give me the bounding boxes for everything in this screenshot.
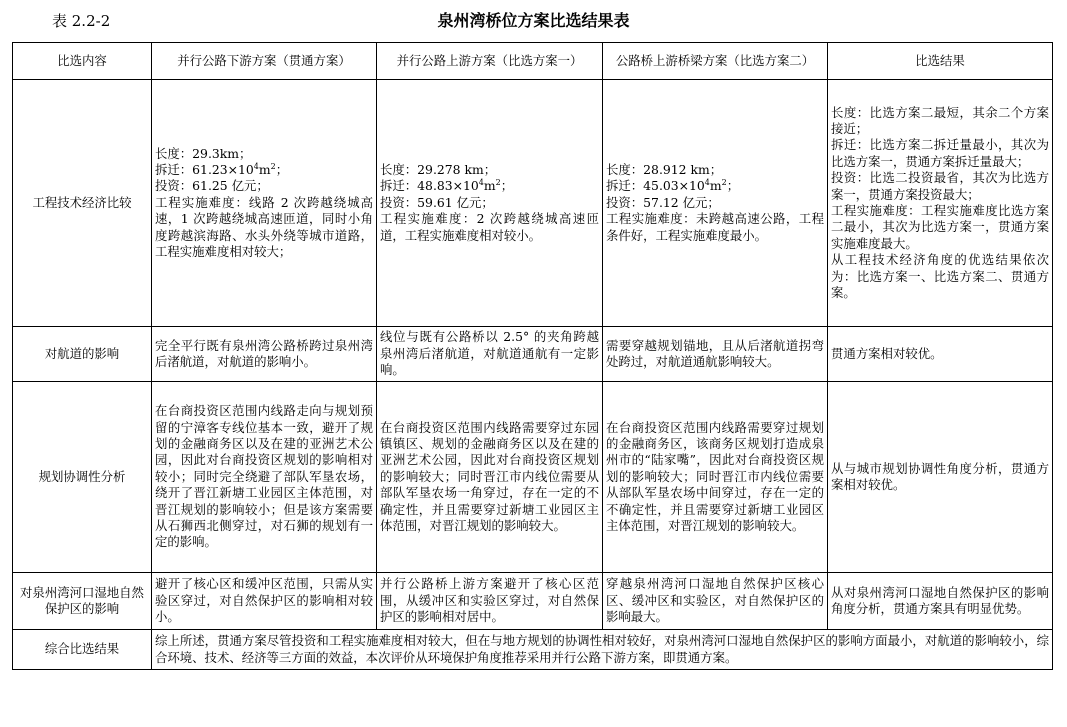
cell-navigation-downstream: 完全平行既有泉州湾公路桥跨过泉州湾后渚航道，对航道的影响小。 — [152, 327, 377, 382]
tech-bridge-demolition: 拆迁：$45.03\times 10^4m^2$； — [606, 178, 740, 194]
cell-planning-downstream: 在台商投资区范围内线路走向与规划预留的宁漳客专线位基本一致，避开了规划的金融商务区以及在建的亚洲艺术公园，因此对台商投资区规划的影响相对较小；同时完全绕避了部队军垦农场，绕开了晋江新塘工业园区主体范围，对晋江规划的影响较小；但是该方案需要从石狮西北侧穿过，对石狮的规划有一定的影响。 — [152, 382, 377, 573]
cell-planning-result: 从与城市规划协调性角度分析，贯通方案相对较优。 — [828, 382, 1053, 573]
cell-planning-bridge: 在台商投资区范围内线路需要穿过规划的金融商务区，该商务区规划打造成泉州市的“陆家嘴”，因此对台商投资区规划的影响较大；同时晋江市内线位需要从部队军垦农场中间穿过，存在一定的不确定性，并且需要穿过新塘工业园区主体范围，对晋江规划的影响较大。 — [603, 382, 828, 573]
table-title: 泉州湾桥位方案比选结果表 — [437, 11, 630, 30]
header-result: 比选结果 — [828, 43, 1053, 80]
tech-downstream-investment: 投资：61.25 亿元； — [155, 178, 269, 194]
cell-navigation-bridge: 需要穿越规划锚地，且从后渚航道拐弯处跨过，对航道通航影响较大。 — [603, 327, 828, 382]
row-label-overall: 综合比选结果 — [13, 630, 152, 670]
tech-result-demolition: 拆迁：比选方案二拆迁量最小，其次为比选方案一，贯通方案拆迁量最大； — [831, 137, 1049, 169]
tech-result-difficulty: 工程实施难度：工程实施难度比选方案二最小，其次为比选方案一，贯通方案实施难度最大。 — [831, 203, 1049, 251]
cell-wetland-upstream: 并行公路桥上游方案避开了核心区范围，从缓冲区和实验区穿过，对自然保护区的影响相对居中。 — [377, 573, 603, 630]
tech-bridge-difficulty: 工程实施难度：未跨越高速公路，工程条件好，工程实施难度最小。 — [606, 211, 824, 243]
cell-tech-result — [828, 80, 1053, 327]
comparison-table — [12, 42, 1053, 670]
tech-bridge-investment: 投资：57.12 亿元； — [606, 194, 720, 210]
tech-downstream-length: 长度：29.3km； — [155, 145, 252, 161]
row-label-wetland: 对泉州湾河口湿地自然保护区的影响 — [13, 573, 152, 630]
header-downstream-option: 并行公路下游方案（贯通方案） — [152, 43, 377, 80]
cell-navigation-result: 贯通方案相对较优。 — [828, 327, 1053, 382]
cell-wetland-result: 从对泉州湾河口湿地自然保护区的影响角度分析，贯通方案具有明显优势。 — [828, 573, 1053, 630]
cell-planning-upstream: 在台商投资区范围内线路需要穿过东园镇镇区、规划的金融商务区以及在建的亚洲艺术公园，因此对台商投资区规划的影响较大；同时晋江市内线位需要从部队军垦农场一角穿过，存在一定的不确定性，并且需要穿过新塘工业园区主体范围，对晋江规划的影响较大。 — [377, 382, 603, 573]
cell-tech-upstream — [377, 80, 603, 327]
table-number: 表 2.2-2 — [52, 12, 111, 30]
table-row-tech — [13, 80, 1053, 327]
tech-result-conclusion: 从工程技术经济角度的优选结果依次为：比选方案一、比选方案二、贯通方案。 — [831, 252, 1049, 301]
header-upstream-option: 并行公路上游方案（比选方案一） — [377, 43, 603, 80]
cell-navigation-upstream: 线位与既有公路桥以 2.5° 的夹角跨越泉州湾后渚航道，对航道通航有一定影响。 — [377, 327, 603, 382]
cell-tech-downstream — [152, 80, 377, 327]
table-row-navigation — [13, 327, 1053, 382]
tech-bridge-length: 长度：28.912 km； — [606, 161, 723, 177]
tech-upstream-demolition: 拆迁：$48.83\times 10^4m^2$； — [380, 178, 514, 194]
tech-result-investment: 投资：比选二投资最省，其次为比选方案一，贯通方案投资最大； — [831, 170, 1049, 202]
table-header-row — [13, 43, 1053, 80]
tech-upstream-investment: 投资：59.61 亿元； — [380, 194, 494, 210]
tech-upstream-length: 长度：29.278 km； — [380, 161, 497, 177]
row-label-navigation: 对航道的影响 — [13, 327, 152, 382]
tech-downstream-difficulty: 工程实施难度：线路 2 次跨越绕城高速，1 次跨越绕城高速匝道，同时小角度跨越滨海路、水头外绕等城市道路，工程实施难度相对较大； — [155, 194, 373, 260]
cell-overall-conclusion: 综上所述，贯通方案尽管投资和工程实施难度相对较大，但在与地方规划的协调性相对较好，对泉州湾河口湿地自然保护区的影响方面最小，对航道的影响较小，综合环境、技术、经济等三方面的效益，本次评价从环境保护角度推荐采用并行公路下游方案，即贯通方案。 — [152, 630, 1053, 670]
tech-result-length: 长度：比选方案二最短，其余二个方案接近； — [831, 104, 1049, 136]
table-row-wetland — [13, 573, 1053, 630]
table-row-planning — [13, 382, 1053, 573]
row-label-tech: 工程技术经济比较 — [13, 80, 152, 327]
tech-downstream-demolition: 拆迁：$61.23\times 10^4m^2$； — [155, 161, 289, 177]
cell-wetland-downstream: 避开了核心区和缓冲区范围，只需从实验区穿过，对自然保护区的影响相对较小。 — [152, 573, 377, 630]
header-criteria: 比选内容 — [13, 43, 152, 80]
cell-tech-bridge — [603, 80, 828, 327]
table-row-overall — [13, 630, 1053, 670]
tech-upstream-difficulty: 工程实施难度：2 次跨越绕城高速匝道，工程实施难度相对较小。 — [380, 211, 599, 243]
cell-wetland-bridge: 穿越泉州湾河口湿地自然保护区核心区、缓冲区和实验区，对自然保护区的影响最大。 — [603, 573, 828, 630]
header-bridge-option: 公路桥上游桥梁方案（比选方案二） — [603, 43, 828, 80]
row-label-planning: 规划协调性分析 — [13, 382, 152, 573]
